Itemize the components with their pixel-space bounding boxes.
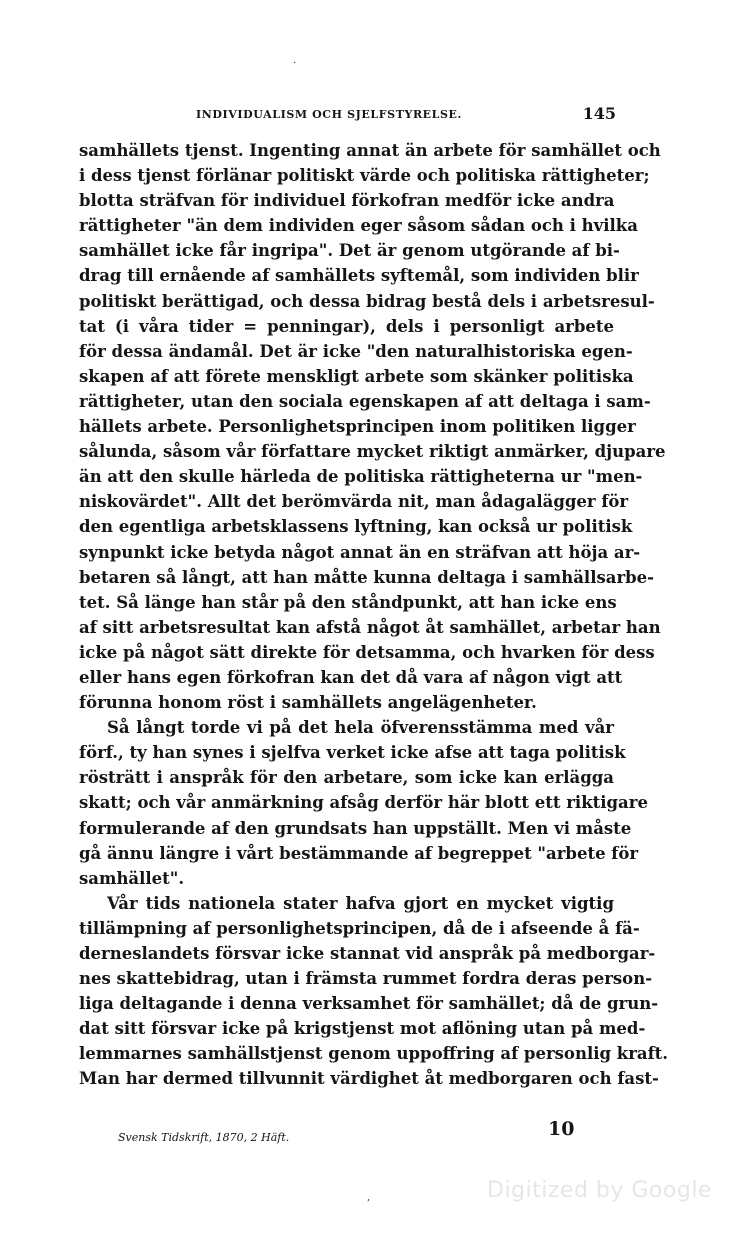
text-line: tillämpning af personlighetsprincipen, då de i afseende å fä-	[79, 918, 640, 938]
text-line: niskovärdet". Allt det berömvärda nit, man ådagalägger för	[79, 492, 629, 512]
signature-line: Svensk Tidskrift, 1870, 2 Häft.	[118, 1131, 290, 1144]
text-line: rösträtt i anspråk för den arbetare, som icke kan erlägga	[79, 768, 614, 788]
text-line: drag till ernående af samhällets syftemål, som individen blir	[79, 266, 639, 286]
text-line: lemmarnes samhällstjenst genom uppoffring af personlig kraft.	[79, 1044, 669, 1064]
text-line: för dessa ändamål. Det är icke "den naturalhistoriska egen-	[79, 341, 633, 361]
page-header	[196, 104, 616, 124]
text-line: af sitt arbetsresultat kan afstå något åt samhället, arbetar han	[79, 617, 661, 637]
text-line: dat sitt försvar icke på krigstjenst mot aflöning utan på med-	[79, 1019, 646, 1039]
signature-number: 10	[548, 1118, 575, 1140]
text-line: sålunda, såsom vår författare mycket riktigt anmärker, djupare	[79, 442, 666, 462]
running-head: INDIVIDUALISM OCH SJELFSTYRELSE.	[196, 108, 462, 121]
text-line: i dess tjenst förlänar politiskt värde och politiska rättigheter;	[79, 166, 650, 186]
digitization-watermark: Digitized by Google	[487, 1178, 712, 1203]
text-line: samhällets tjenst. Ingenting annat än arbete för samhället och	[79, 141, 661, 160]
text-line: rättigheter, utan den sociala egenskapen af att deltaga i sam-	[79, 391, 651, 411]
text-line: icke på något sätt direkte för detsamma, och hvarken för dess	[79, 642, 655, 662]
text-line: Så långt torde vi på det hela öfverensstämma med vår	[107, 718, 614, 738]
text-line: tat (i våra tider = penningar), dels i personligt arbete	[79, 316, 614, 336]
text-line: gå ännu längre i vårt bestämmande af begreppet "arbete för	[79, 843, 639, 863]
text-line: tet. Så länge han står på den ståndpunkt, att han icke ens	[79, 592, 617, 612]
text-line: betaren så långt, att han måtte kunna deltaga i samhällsarbe-	[79, 567, 655, 587]
text-line: än att den skulle härleda de politiska rättigheterna ur "men-	[79, 467, 643, 487]
text-line: blotta sträfvan för individuel förkofran medför icke andra	[79, 191, 615, 211]
text-line: förunna honom röst i samhällets angelägenheter.	[79, 693, 537, 713]
text-line: derneslandets försvar icke stannat vid anspråk på medborgar-	[79, 944, 656, 963]
text-line: eller hans egen förkofran kan det då vara af någon vigt att	[79, 667, 623, 687]
text-line: Vår tids nationela stater hafva gjort en mycket vigtig	[107, 893, 614, 913]
text-line: Man har dermed tillvunnit värdighet åt medborgaren och fast-	[79, 1069, 659, 1089]
text-line: samhället icke får ingripa". Det är genom utgörande af bi-	[79, 241, 620, 261]
text-line: hällets arbete. Personlighetsprincipen inom politiken ligger	[79, 417, 636, 437]
text-line: formulerande af den grundsats han uppställt. Men vi måste	[79, 818, 632, 838]
text-line: den egentliga arbetsklassens lyftning, kan också ur politisk	[79, 517, 633, 537]
text-line: samhället".	[79, 868, 185, 888]
text-line: liga deltagande i denna verksamhet för samhället; då de grun-	[79, 994, 659, 1014]
body-text	[79, 138, 669, 1092]
text-line: skapen af att förete menskligt arbete som skänker politiska	[79, 366, 634, 386]
text-line: rättigheter "än dem individen eger såsom sådan och i hvilka	[79, 216, 638, 236]
text-line: förf., ty han synes i sjelfva verket icke afse att taga politisk	[79, 743, 626, 763]
text-line: skatt; och vår anmärkning afsåg derför här blott ett riktigare	[79, 793, 648, 813]
text-line: nes skattebidrag, utan i främsta rummet fordra deras person-	[79, 969, 653, 989]
text-line: politiskt berättigad, och dessa bidrag bestå dels i arbetsresul-	[79, 291, 655, 311]
text-line: synpunkt icke betyda något annat än en sträfvan att höja ar-	[79, 542, 641, 562]
print-speck: ,	[367, 1192, 371, 1203]
print-speck: ·	[293, 58, 297, 69]
page-number: 145	[582, 104, 616, 123]
